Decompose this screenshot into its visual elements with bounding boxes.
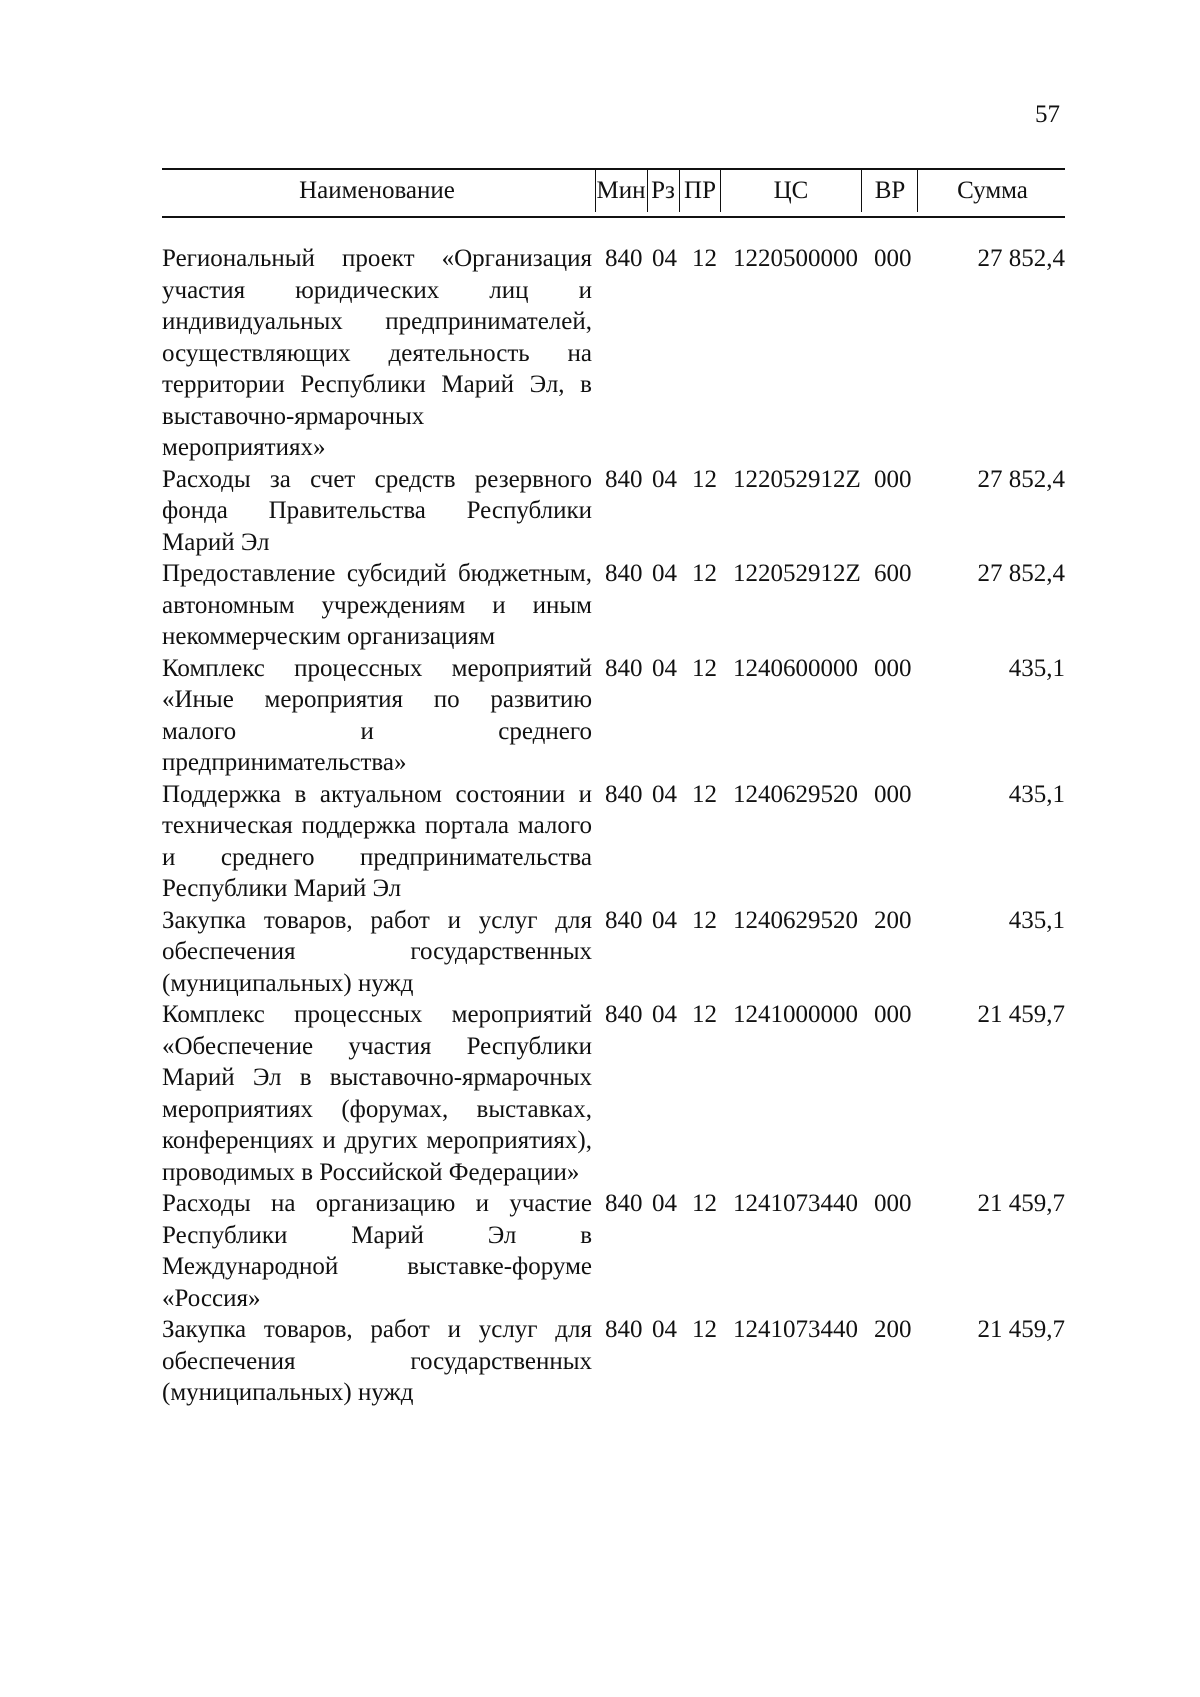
column-header-rz: Рз [647, 170, 678, 212]
row-pr: 12 [692, 1190, 717, 1217]
row-sum: 435,1 [1008, 906, 1065, 934]
page-number: 57 [1035, 101, 1060, 128]
row-rz: 04 [652, 465, 677, 493]
table-body [162, 243, 1065, 1409]
row-pr: 12 [692, 780, 717, 808]
row-sum: 435,1 [1008, 780, 1065, 808]
row-min: 840 [605, 465, 643, 493]
row-name: Расходы на организацию и участие Республики Марий Эл в Международной выставке-форуме «Россия» [162, 1190, 592, 1312]
column-header-cs: ЦС [721, 170, 862, 212]
table-row [162, 653, 1065, 779]
row-rz: 04 [652, 1001, 677, 1028]
row-cs: 1240629520 [733, 906, 858, 934]
row-vr: 000 [874, 465, 912, 493]
table-row [162, 905, 1065, 1000]
row-vr: 200 [874, 1316, 912, 1343]
row-min: 840 [605, 1190, 643, 1217]
row-vr: 600 [874, 560, 912, 587]
row-pr: 12 [692, 906, 717, 934]
row-vr: 000 [874, 1190, 912, 1217]
table-row [162, 1188, 1065, 1314]
row-vr: 000 [874, 654, 912, 682]
row-pr: 12 [692, 654, 717, 682]
row-name: Предоставление субсидий бюджетным, автономным учреждениям и иным некоммерческим организациям [162, 560, 592, 650]
row-rz: 04 [652, 780, 677, 808]
row-pr: 12 [692, 245, 717, 272]
row-name: Комплекс процессных мероприятий «Иные мероприятия по развитию малого и среднего предпринимательства» [162, 654, 592, 776]
row-vr: 200 [874, 906, 912, 934]
row-sum: 21 459,7 [977, 1190, 1065, 1217]
table-row [162, 999, 1065, 1188]
row-name: Поддержка в актуальном состоянии и техническая поддержка портала малого и среднего предпринимательства Республики Марий Эл [162, 780, 592, 902]
row-sum: 21 459,7 [977, 1316, 1065, 1343]
row-pr: 12 [692, 1316, 717, 1343]
row-min: 840 [605, 1001, 643, 1028]
row-vr: 000 [874, 1001, 912, 1028]
row-cs: 122052912Z [733, 465, 861, 493]
row-sum: 21 459,7 [977, 1001, 1065, 1028]
row-cs: 1241073440 [733, 1190, 858, 1217]
row-min: 840 [605, 245, 643, 272]
row-rz: 04 [652, 560, 677, 587]
row-min: 840 [605, 1316, 643, 1343]
row-cs: 1241000000 [733, 1001, 858, 1028]
column-header-vr: ВР [863, 170, 918, 212]
table-row [162, 243, 1065, 464]
column-header-name: Наименование [299, 177, 455, 204]
row-name: Закупка товаров, работ и услуг для обеспечения государственных (муниципальных) нужд [162, 1316, 592, 1406]
table-row [162, 558, 1065, 653]
row-min: 840 [605, 906, 643, 934]
row-pr: 12 [692, 560, 717, 587]
row-sum: 27 852,4 [977, 560, 1065, 587]
column-header-sum: Сумма [957, 177, 1028, 204]
row-rz: 04 [652, 1316, 677, 1343]
row-sum: 435,1 [1008, 654, 1065, 682]
row-sum: 27 852,4 [977, 465, 1065, 493]
row-cs: 1240600000 [733, 654, 858, 682]
row-rz: 04 [652, 245, 677, 272]
table-row [162, 464, 1065, 559]
row-rz: 04 [652, 1190, 677, 1217]
row-name: Региональный проект «Организация участия юридических лиц и индивидуальных предпринимателей, осуществляющих деятельность на территории Республики Марий Эл, в выставочно-ярмарочных мероприятиях» [162, 245, 592, 461]
row-rz: 04 [652, 654, 677, 682]
table-row [162, 779, 1065, 905]
row-cs: 1240629520 [733, 780, 858, 808]
row-min: 840 [605, 560, 643, 587]
row-cs: 122052912Z [733, 560, 861, 587]
row-vr: 000 [874, 780, 912, 808]
row-sum: 27 852,4 [977, 245, 1065, 272]
row-pr: 12 [692, 1001, 717, 1028]
row-pr: 12 [692, 465, 717, 493]
row-min: 840 [605, 654, 643, 682]
table-row [162, 1314, 1065, 1409]
row-name: Закупка товаров, работ и услуг для обеспечения государственных (муниципальных) нужд [162, 906, 592, 997]
row-name: Расходы за счет средств резервного фонда Правительства Республики Марий Эл [162, 465, 592, 556]
table-header [162, 168, 1065, 218]
row-rz: 04 [652, 906, 677, 934]
row-vr: 000 [874, 245, 912, 272]
row-cs: 1241073440 [733, 1316, 858, 1343]
column-header-pr: ПР [679, 170, 721, 212]
column-header-min: Мин [595, 170, 646, 212]
row-cs: 1220500000 [733, 245, 858, 272]
row-min: 840 [605, 780, 643, 808]
row-name: Комплекс процессных мероприятий «Обеспечение участия Республики Марий Эл в выставочно-ярмарочных мероприятиях (форумах, выставках, конференциях и других мероприятиях), проводимых в Российской Федерации» [162, 1001, 592, 1186]
